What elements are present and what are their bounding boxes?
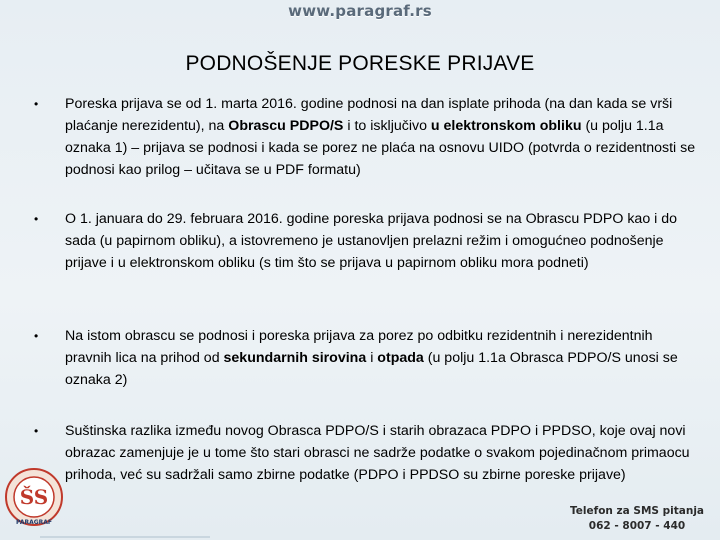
- text-run: (u polju 1.1a oznaka 1) – prijava se podnosi i kada se porez ne plaća na osnovu UIDO (potvrda o rezidentnosti se podnosi kao prilog – učitava se u PDF formatu): [65, 118, 696, 178]
- divider: [40, 536, 210, 538]
- bullet-text: [65, 325, 701, 391]
- text-run: Suštinska razlika između novog Obrasca PDPO/S i starih obrazaca PDPO i PPDSO, koje ovaj novi obrazac zamenjuje je u tome što stari obrasci ne sadrže podatke o svakom pojedinačnom primaocu prihoda, već su sadržali samo zbirne podatke (PDPO i PPDSO su zbirne poreske prijave): [65, 423, 690, 483]
- text-run: Poreska prijava se od 1. marta 2016. godine podnosi na dan isplate prihoda (na dan kada se vrši plaćanje nerezidentu), na: [65, 96, 673, 134]
- text-run: i to isključivo: [343, 118, 431, 134]
- bullet-text: [65, 93, 701, 181]
- text-run: Na istom obrascu se podnosi i poreska prijava za porez po odbitku rezidentnih i nerezidentnih pravnih lica na prihod od: [65, 328, 653, 366]
- bullet-marker: •: [34, 212, 39, 226]
- paragraf-seal-icon: [4, 466, 64, 528]
- bullet-marker: •: [34, 424, 39, 438]
- bullet-text: [65, 420, 701, 486]
- page-title: PODNOŠENJE PORESKE PRIJAVE: [185, 52, 535, 75]
- text-run: (u polju 1.1a Obrasca PDPO/S unosi se oznaka 2): [65, 350, 678, 388]
- sms-phone-info: [570, 504, 704, 534]
- text-run: i: [366, 350, 378, 366]
- bullet-text: [65, 208, 701, 274]
- emphasis-text: otpada: [377, 350, 424, 366]
- sms-phone-number: 062 - 8007 - 440: [588, 520, 686, 532]
- emphasis-text: u elektronskom obliku: [430, 118, 582, 134]
- emphasis-text: sekundarnih sirovina: [223, 350, 367, 366]
- bullet-marker: •: [34, 329, 39, 343]
- text-run: O 1. januara do 29. februara 2016. godine poreska prijava podnosi se na Obrascu PDPO kao i do sada (u papirnom obliku), a istovremeno je ustanovljen prelazni režim i omogućneo podnošenje prijave i u elektronskom obliku (s tim što se prijava u papirnom obliku mora podneti): [65, 211, 678, 271]
- site-logo: www.paragraf.rs: [288, 2, 432, 20]
- emphasis-text: Obrascu PDPO/S: [228, 118, 344, 134]
- seal-mark: ŠS: [19, 485, 49, 509]
- bullet-marker: •: [34, 97, 39, 111]
- seal-caption: PARAGRAF: [15, 519, 53, 526]
- sms-phone-label: Telefon za SMS pitanja: [570, 505, 704, 517]
